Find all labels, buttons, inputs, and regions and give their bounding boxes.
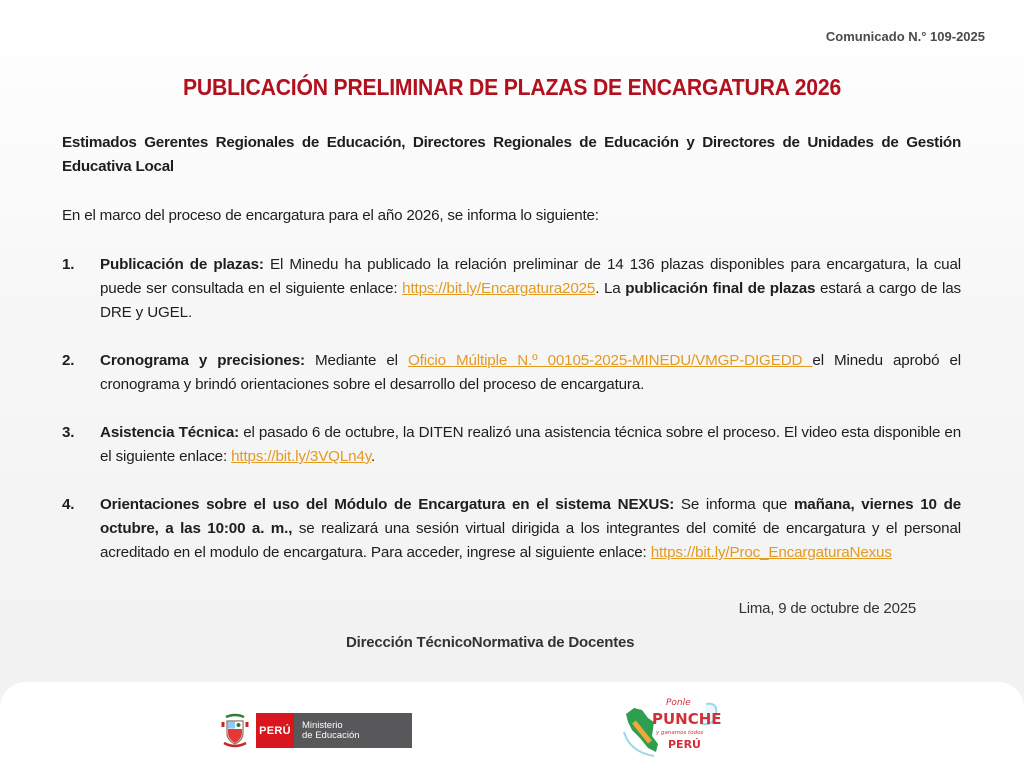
item-number: 2.	[62, 352, 75, 369]
list-item-publicacion	[62, 253, 961, 325]
nexus-link[interactable]: https://bit.ly/Proc_EncargaturaNexus	[650, 544, 892, 561]
item-bold-text: publicación final de plazas	[625, 280, 816, 297]
item-heading: Cronograma y precisiones:	[100, 352, 305, 369]
item-heading: Asistencia Técnica:	[100, 424, 240, 441]
peru-label: PERÚ	[256, 713, 294, 748]
item-text: .	[371, 448, 376, 465]
place-date: Lima, 9 de octubre de 2025	[738, 600, 916, 617]
peru-text: PERÚ	[668, 738, 701, 751]
document-body	[62, 131, 961, 589]
comunicado-number: Comunicado N.° 109-2025	[825, 29, 985, 44]
item-text: estará a cargo de las DRE y UGEL.	[100, 280, 962, 321]
item-text: El Minedu ha publicado la relación preliminar de 14 136 plazas disponibles para encargatura, la cual puede ser consultada en el siguiente enlace:	[100, 256, 961, 297]
ministry-line-2: de Educación	[302, 729, 360, 741]
signature: Dirección TécnicoNormativa de Docentes	[346, 634, 635, 651]
video-link[interactable]: https://bit.ly/3VQLn4y	[231, 448, 372, 465]
ponle-punche-peru-map-icon	[620, 692, 722, 760]
item-heading: Publicación de plazas:	[100, 256, 264, 273]
item-number: 1.	[62, 256, 75, 273]
ponle-punche-logo	[620, 692, 722, 760]
item-bold-text: mañana, viernes 10 de octubre, a las 10:00 a. m.,	[100, 496, 961, 537]
item-text: . La	[595, 280, 626, 297]
announcement-list	[62, 253, 961, 565]
item-number: 4.	[62, 496, 75, 513]
oficio-multiple-link[interactable]: Oficio Múltiple N.º 00105-2025-MINEDU/VMGP-DIGEDD	[407, 352, 813, 369]
list-item-cronograma	[62, 349, 961, 397]
item-text: Se informa que	[674, 496, 794, 513]
list-item-orientaciones	[62, 493, 961, 565]
footer-band	[0, 682, 1024, 768]
minedu-logo	[220, 713, 412, 748]
ministry-line-1: Ministerio	[302, 719, 343, 731]
peru-coat-of-arms-icon	[220, 713, 250, 748]
encargatura-link[interactable]: https://bit.ly/Encargatura2025	[402, 280, 596, 297]
item-number: 3.	[62, 424, 75, 441]
ministry-label	[294, 713, 412, 748]
item-text: el pasado 6 de octubre, la DITEN realizó una asistencia técnica sobre el proceso. El video esta disponible en el siguiente enlace:	[100, 424, 961, 465]
ganamos-text: y ganamos todos	[656, 730, 704, 736]
item-text: el Minedu aprobó el cronograma y brindó orientaciones sobre el desarrollo del proceso de encargatura.	[100, 352, 961, 393]
intro-text: En el marco del proceso de encargatura para el año 2026, se informa lo siguiente:	[62, 207, 599, 224]
salutation: Estimados Gerentes Regionales de Educación, Directores Regionales de Educación y Directores de Unidades de Gestión Educativa Local	[62, 134, 961, 175]
list-item-asistencia	[62, 421, 961, 469]
item-text: Mediante el	[304, 352, 408, 369]
punche-text: PUNCHE	[652, 710, 722, 728]
item-heading: Orientaciones sobre el uso del Módulo de Encargatura en el sistema NEXUS:	[100, 496, 675, 513]
ponle-text: Ponle	[666, 698, 691, 708]
page-title: PUBLICACIÓN PRELIMINAR DE PLAZAS DE ENCARGATURA 2026	[182, 74, 842, 100]
item-text: se realizará una sesión virtual dirigida a los integrantes del comité de encargatura y el personal acreditado en el modulo de encargatura. Para acceder, ingrese al siguiente enlace:	[100, 520, 961, 561]
